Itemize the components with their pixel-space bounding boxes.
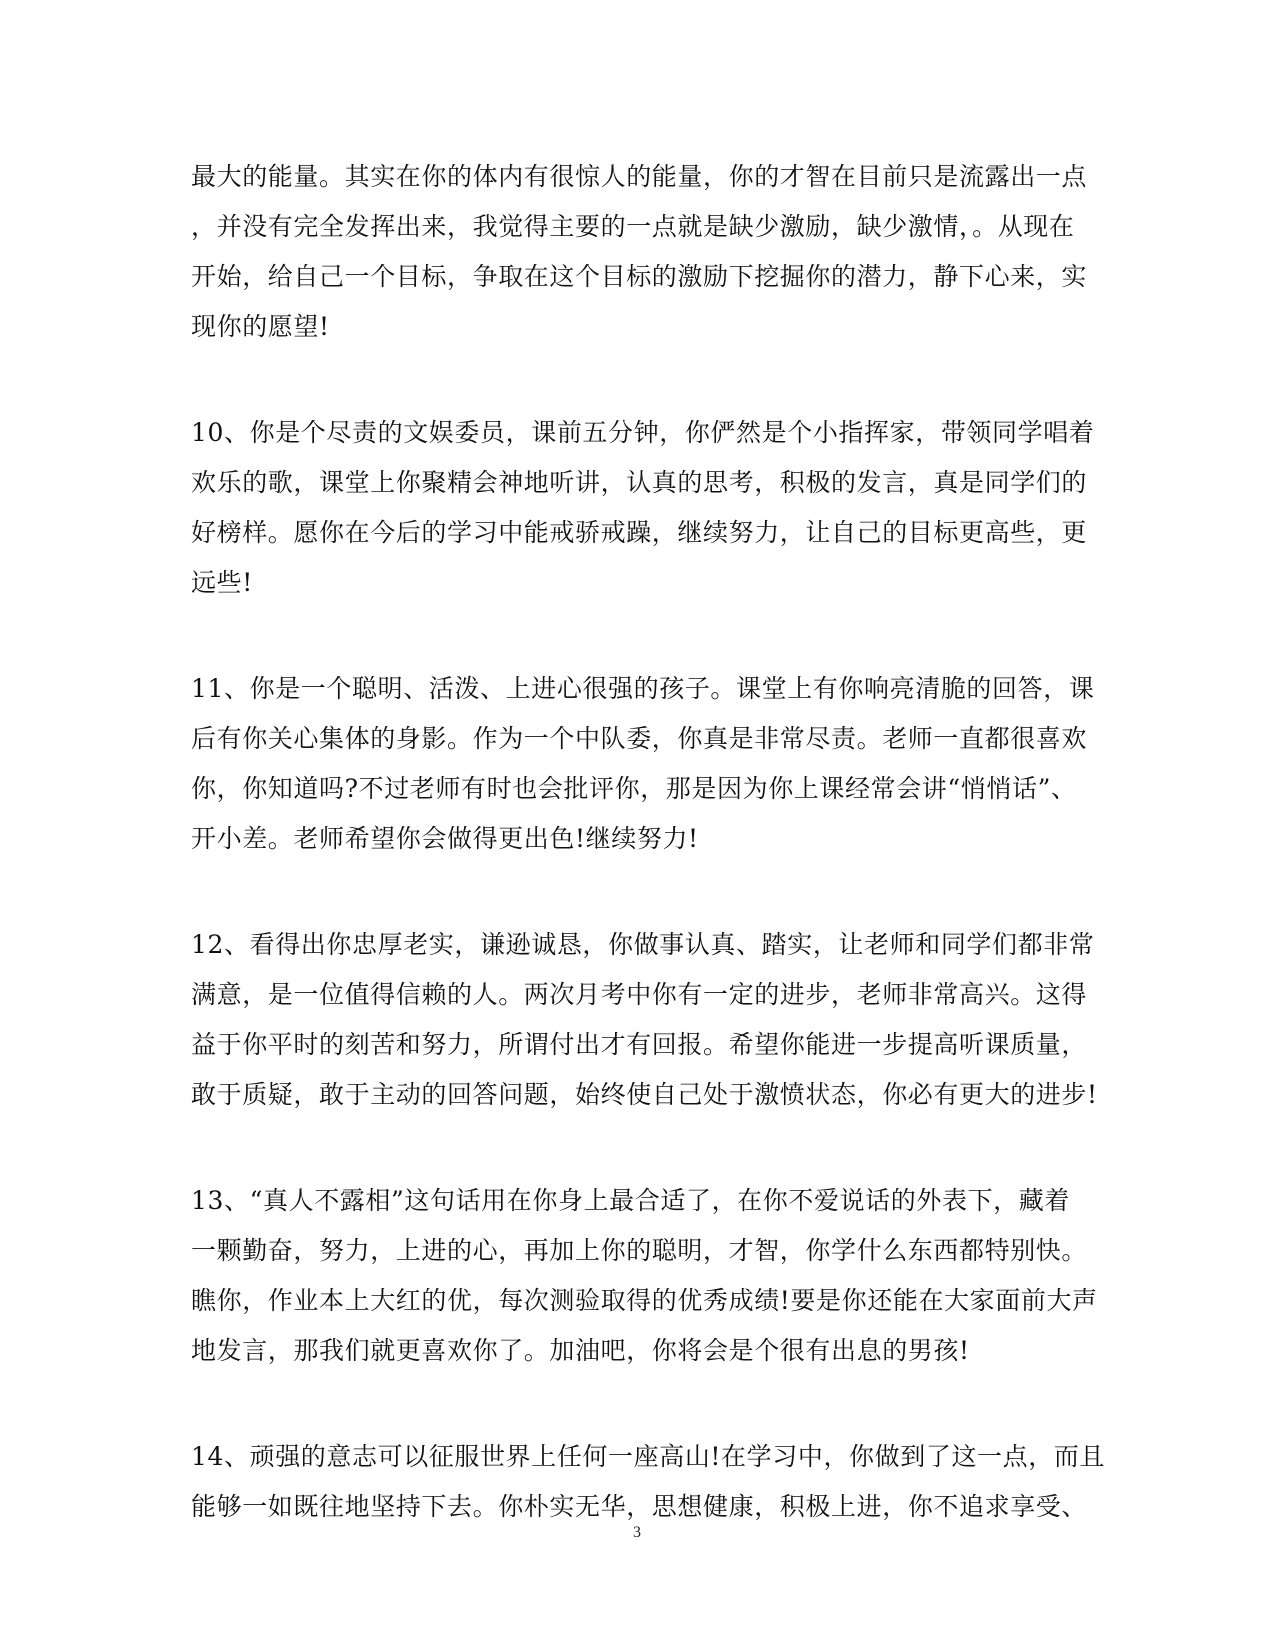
text-line: 12、看得出你忠厚老实，谦逊诚恳，你做事认真、踏实，让老师和同学们都非常: [191, 930, 1095, 959]
text-line: 好榜样。愿你在今后的学习中能戒骄戒躁，继续努力，让自己的目标更高些，更: [191, 518, 1088, 547]
text-line: 13、“真人不露相”这句话用在你身上最合适了，在你不爱说话的外表下，藏着: [191, 1186, 1070, 1215]
text-line: 14、顽强的意志可以征服世界上任何一座高山!在学习中，你做到了这一点，而且: [191, 1442, 1106, 1471]
text-line: 地发言，那我们就更喜欢你了。加油吧，你将会是个很有出息的男孩!: [191, 1336, 970, 1365]
text-line: 后有你关心集体的身影。作为一个中队委，你真是非常尽责。老师一直都很喜欢: [191, 724, 1088, 753]
text-line: 你，你知道吗?不过老师有时也会批评你，那是因为你上课经常会讲“悄悄话”、: [191, 774, 1077, 803]
text-line: 一颗勤奋，努力，上进的心，再加上你的聪明，才智，你学什么东西都特别快。: [191, 1236, 1088, 1265]
paragraph-13: [191, 1176, 1098, 1376]
text-line: 11、你是一个聪明、活泼、上进心很强的孩子。课堂上有你响亮清脆的回答，课: [191, 674, 1095, 703]
text-line: 能够一如既往地坚持下去。你朴实无华，思想健康，积极上进，你不追求享受、: [191, 1492, 1088, 1521]
text-line: 现你的愿望!: [191, 312, 330, 341]
text-line: 敢于质疑，敢于主动的回答问题，始终使自己处于激愤状态，你必有更大的进步!: [191, 1080, 1098, 1109]
document-body: [191, 152, 1106, 1588]
paragraph-continuation: [191, 152, 1091, 352]
paragraph-10: [191, 408, 1095, 608]
text-line: 瞧你，作业本上大红的优，每次测验取得的优秀成绩!要是你还能在大家面前大声: [191, 1286, 1098, 1315]
text-line: 远些!: [191, 568, 253, 597]
paragraph-12: [191, 920, 1098, 1120]
page-number: 3: [633, 1524, 641, 1541]
text-line: 最大的能量。其实在你的体内有很惊人的能量，你的才智在目前只是流露出一点: [191, 162, 1088, 191]
text-line: 益于你平时的刻苦和努力，所谓付出才有回报。希望你能进一步提高听课质量，: [191, 1030, 1088, 1059]
paragraph-11: [191, 664, 1095, 864]
text-line: 10、你是个尽责的文娱委员，课前五分钟，你俨然是个小指挥家，带领同学唱着: [191, 418, 1095, 447]
text-line: 满意，是一位值得信赖的人。两次月考中你有一定的进步，老师非常高兴。这得: [191, 980, 1088, 1009]
text-line: ，并没有完全发挥出来，我觉得主要的一点就是缺少激励，缺少激情，。从现在: [191, 212, 1075, 241]
text-line: 开始，给自己一个目标，争取在这个目标的激励下挖掘你的潜力，静下心来，实: [191, 262, 1088, 291]
paragraph-14: [191, 1432, 1106, 1532]
text-line: 欢乐的歌，课堂上你聚精会神地听讲，认真的思考，积极的发言，真是同学们的: [191, 468, 1088, 497]
text-line: 开小差。老师希望你会做得更出色!继续努力!: [191, 824, 699, 853]
